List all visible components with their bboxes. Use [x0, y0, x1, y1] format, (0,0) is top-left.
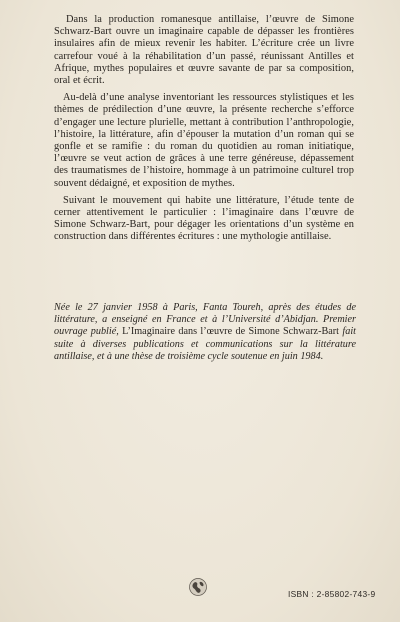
author-bio-intro: Née le 27 janvier 1958 à Paris, Fanta Toureh, après des études de littérature, a enseigné en France et à l’Université d’Abidjan. Premier ouvrage publié,	[54, 302, 356, 338]
blurb-text	[54, 14, 354, 249]
isbn-number: ISBN : 2-85802-743-9	[288, 589, 376, 599]
publisher-globe-icon	[188, 577, 208, 597]
blurb-paragraph-3: Suivant le mouvement qui habite une littérature, l’étude tente de cerner attentivement le particulier : l’imaginaire dans l’œuvre de Simone Schwarz-Bart, pour dégager les orientations d’un système en construction dans différentes écritures : une mythologie antillaise.	[54, 194, 354, 243]
author-bio	[54, 302, 356, 363]
author-bio-outro: fait suite à diverses publications et communications sur la littérature antillaise, et à une thèse de troisième cycle soutenue en juin 1984.	[54, 326, 356, 362]
book-title: L’Imaginaire dans l’œuvre de Simone Schwarz-Bart	[122, 326, 340, 338]
blurb-paragraph-2: Au-delà d’une analyse inventoriant les ressources stylistiques et les thèmes de prédilection d’une œuvre, la présente recherche s’efforce d’engager une lecture plurielle, mettant à contribution l’anthropologie, l’histoire, la littérature, afin d’épouser la mutation d’un roman qui se gonfle et se ramifie : du roman du quotidien au roman initiatique, l’œuvre se veut action de grâces à une terre généreuse, dépassement des traumatismes de l’histoire, hommage à un patrimoine culturel trop souvent dédaigné, et exposition de mythes.	[54, 92, 354, 189]
blurb-paragraph-1: Dans la production romanesque antillaise, l’œuvre de Simone Schwarz-Bart ouvre un imaginaire capable de dépasser les frontières insulaires afin de mieux revenir les habiter. L’écriture crée un livre carrefour voué à la réhabilitation d’un passé, réunissant Antilles et Afrique, mythes populaires et œuvre savante de par sa composition, oral et écrit.	[54, 14, 354, 87]
